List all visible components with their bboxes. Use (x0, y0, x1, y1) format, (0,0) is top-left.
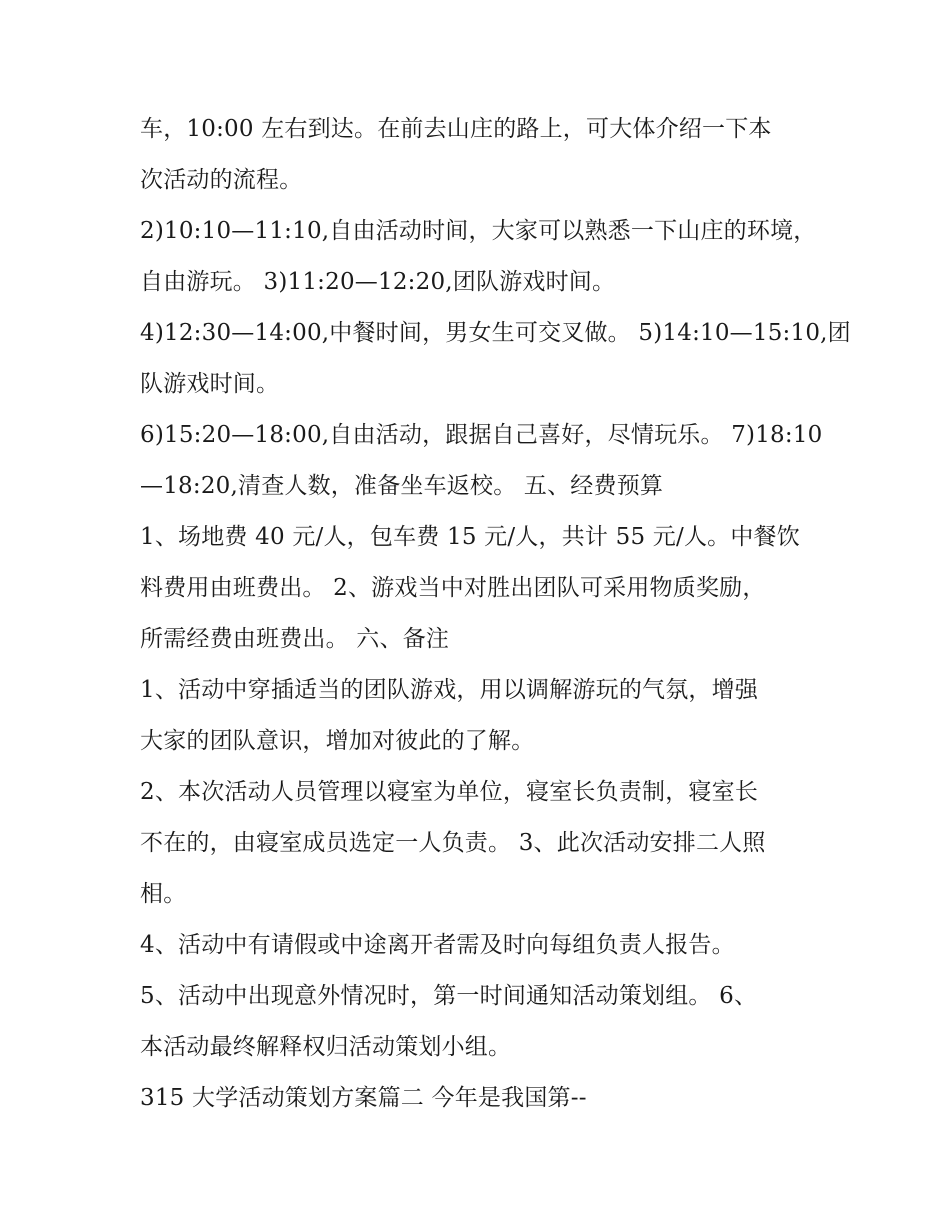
text-line-11: 所需经费由班费出。 六、备注 (140, 626, 450, 652)
text-line-19: 本活动最终解释权归活动策划小组。 (140, 1034, 512, 1060)
text-line-9: 1、场地费 40 元/人，包车费 15 元/人，共计 55 元/人。中餐饮 (140, 524, 800, 550)
text-line-14: 2、本次活动人员管理以寝室为单位，寝室长负责制，寝室长 (140, 779, 759, 805)
text-line-10: 料费用由班费出。 2、游戏当中对胜出团队可采用物质奖励， (140, 575, 766, 601)
document-body (140, 104, 851, 1124)
text-line-8: —18:20,清查人数，准备坐车返校。 五、经费预算 (140, 473, 664, 499)
text-line-15: 不在的，由寝室成员选定一人负责。 3、此次活动安排二人照 (140, 830, 766, 856)
text-line-7: 6)15:20—18:00,自由活动，跟据自己喜好，尽情玩乐。 7)18:10 (140, 422, 823, 448)
text-line-20: 315 大学活动策划方案篇二 今年是我国第-- (140, 1085, 587, 1111)
text-line-3: 2)10:10—11:10,自由活动时间，大家可以熟悉一下山庄的环境， (140, 218, 817, 244)
text-line-1: 车，10:00 左右到达。在前去山庄的路上，可大体介绍一下本 (140, 116, 772, 142)
text-line-17: 4、活动中有请假或中途离开者需及时向每组负责人报告。 (140, 932, 735, 958)
text-line-5: 4)12:30—14:00,中餐时间，男女生可交叉做。 5)14:10—15:10,团 (140, 320, 851, 346)
text-line-18: 5、活动中出现意外情况时，第一时间通知活动策划组。 6、 (140, 983, 758, 1009)
text-line-12: 1、活动中穿插适当的团队游戏，用以调解游玩的气氛，增强 (140, 677, 759, 703)
text-line-2: 次活动的流程。 (140, 167, 303, 193)
text-line-13: 大家的团队意识，增加对彼此的了解。 (140, 728, 535, 754)
text-line-4: 自由游玩。 3)11:20—12:20,团队游戏时间。 (140, 269, 616, 295)
text-line-6: 队游戏时间。 (140, 371, 280, 397)
text-line-16: 相。 (140, 881, 187, 907)
